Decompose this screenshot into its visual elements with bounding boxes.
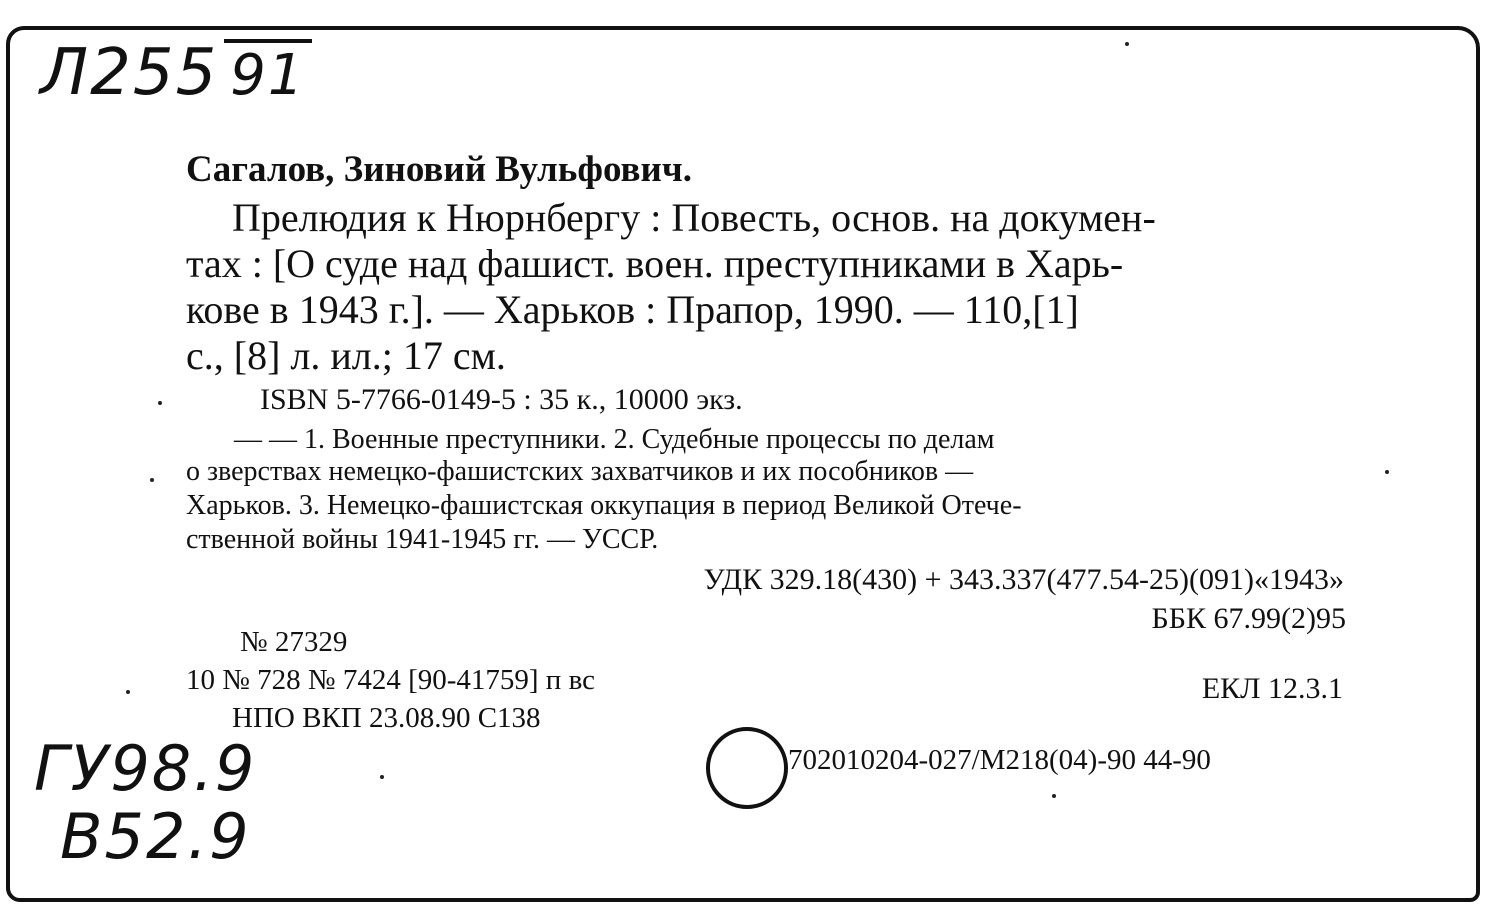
subject-line-2: о зверствах немецко-фашистских захватчиков и их пособников —: [186, 456, 974, 487]
ekl-code: ЕКЛ 12.3.1: [1201, 672, 1343, 705]
handwritten-class-code-1: ГУ98.9: [34, 732, 257, 805]
ink-speck: [1125, 42, 1129, 46]
title-line-3: кове в 1943 г.]. — Харьков : Прапор, 1990. — 110,[1]: [186, 287, 1079, 332]
ink-speck: [380, 775, 384, 779]
ink-speck: [158, 401, 162, 405]
catalog-code: 702010204-027/М218(04)-90 44-90: [788, 744, 1211, 776]
shelfmark-suffix: 91: [224, 39, 311, 108]
title-line-1: Прелюдия к Нюрнбергу : Повесть, основ. на докумен-: [232, 195, 1156, 240]
print-info: 10 № 728 № 7424 [90-41759] п вс: [186, 664, 595, 696]
handwritten-class-code-2: В52.9: [60, 800, 251, 873]
ink-speck: [1052, 794, 1056, 798]
ink-speck: [150, 478, 154, 482]
shelfmark-number: Л255: [40, 36, 219, 110]
bbk-code: ББК 67.99(2)95: [1151, 602, 1346, 635]
udk-code: УДК 329.18(430) + 343.337(477.54-25)(091)«1943»: [703, 563, 1344, 596]
subject-line-3: Харьков. 3. Немецко-фашистская оккупация в период Великой Отече-: [186, 490, 1022, 521]
record-number: № 27329: [240, 626, 348, 658]
title-line-4: с., [8] л. ил.; 17 см.: [186, 333, 506, 378]
subject-line-1: — — 1. Военные преступники. 2. Судебные процессы по делам: [234, 424, 995, 455]
punch-hole-circle: [706, 727, 788, 809]
ink-speck: [1385, 470, 1389, 474]
author-heading: Сагалов, Зиновий Вульфович.: [186, 149, 692, 190]
subject-line-4: ственной войны 1941-1945 гг. — УССР.: [186, 524, 659, 555]
isbn-line: ISBN 5-7766-0149-5 : 35 к., 10000 экз.: [260, 383, 743, 416]
title-line-2: тах : [О суде над фашист. воен. преступниками в Харь-: [186, 241, 1124, 286]
handwritten-shelfmark: [40, 36, 312, 110]
ink-speck: [126, 690, 130, 694]
npo-line: НПО ВКП 23.08.90 С138: [232, 702, 541, 734]
